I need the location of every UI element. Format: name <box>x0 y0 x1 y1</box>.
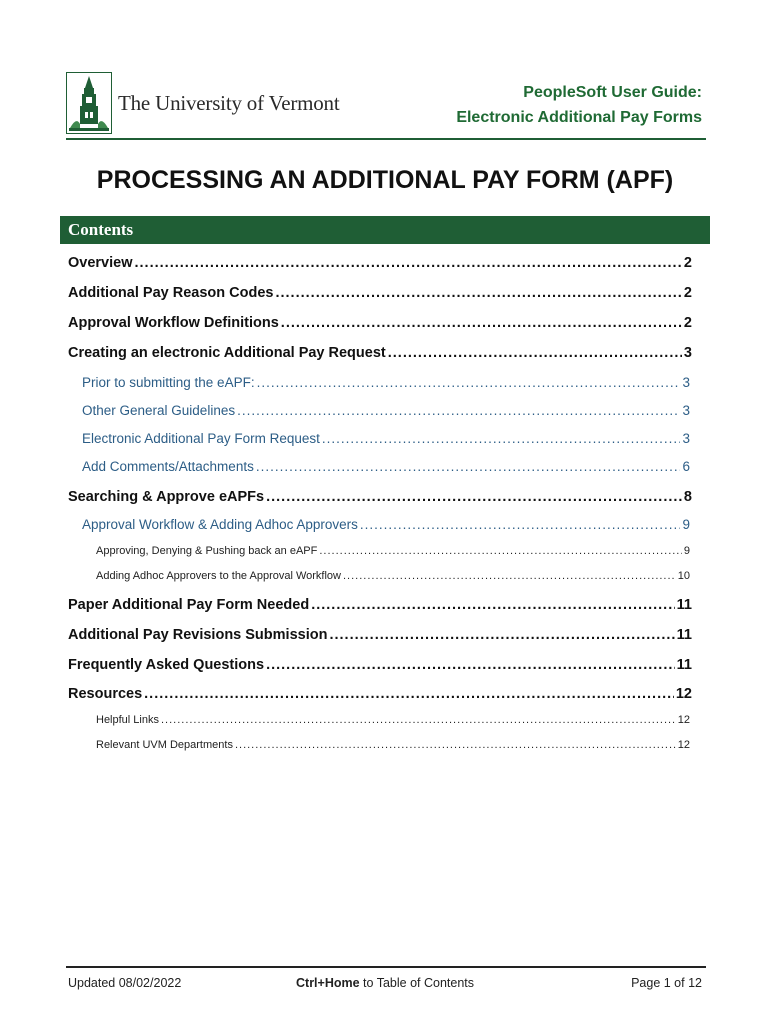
guide-title-line1: PeopleSoft User Guide: <box>523 84 702 101</box>
toc-entry[interactable] <box>68 489 692 505</box>
toc-entry-label: Other General Guidelines <box>82 403 236 418</box>
toc-entry[interactable] <box>68 255 692 271</box>
toc-entry[interactable] <box>68 315 692 331</box>
toc-entry-label: Paper Additional Pay Form Needed <box>68 597 310 613</box>
toc-entry-page: 3 <box>683 345 692 361</box>
guide-title-line2: Electronic Additional Pay Forms <box>456 109 702 126</box>
contents-heading: Contents <box>60 216 710 244</box>
toc-entry-label: Additional Pay Revisions Submission <box>68 627 328 643</box>
toc-entry[interactable] <box>96 570 690 582</box>
updated-date: Updated 08/02/2022 <box>68 976 182 990</box>
toc-leader-dots <box>257 375 681 390</box>
toc-entry-label: Frequently Asked Questions <box>68 657 265 673</box>
toc-leader-dots <box>235 739 676 751</box>
toc-entry-page: 2 <box>683 285 692 301</box>
toc-leader-dots <box>360 517 681 532</box>
header-divider <box>66 138 706 140</box>
toc-leader-dots <box>329 627 674 643</box>
toc-entry-page: 9 <box>682 517 690 532</box>
toc-entry-page: 6 <box>682 459 690 474</box>
toc-entry-page: 8 <box>683 489 692 505</box>
toc-entry[interactable] <box>68 345 692 361</box>
toc-entry-label: Approval Workflow & Adding Adhoc Approvers <box>82 517 358 532</box>
toc-entry-page: 2 <box>683 255 692 271</box>
toc-entry[interactable] <box>96 545 690 557</box>
page-number: Page 1 of 12 <box>631 976 702 990</box>
toc-entry[interactable] <box>82 403 690 418</box>
toc-entry[interactable] <box>68 627 692 643</box>
toc-entry[interactable] <box>68 657 692 673</box>
toc-entry-label: Resources <box>68 686 143 702</box>
toc-entry-label: Additional Pay Reason Codes <box>68 285 274 301</box>
toc-entry-label: Prior to submitting the eAPF: <box>82 375 255 390</box>
shortcut-key: Ctrl+Home <box>296 976 360 990</box>
toc-entry[interactable] <box>96 739 690 751</box>
toc-entry-label: Relevant UVM Departments <box>96 739 233 751</box>
toc-entry-page: 3 <box>682 403 690 418</box>
toc-leader-dots <box>343 570 676 582</box>
toc-entry-label: Overview <box>68 255 133 271</box>
toc-entry-page: 12 <box>677 714 690 726</box>
toc-entry[interactable] <box>82 459 690 474</box>
toc-leader-dots <box>319 545 682 557</box>
toc-entry[interactable] <box>82 517 690 532</box>
toc-entry-label: Electronic Additional Pay Form Request <box>82 431 320 446</box>
toc-entry-label: Adding Adhoc Approvers to the Approval Workflow <box>96 570 341 582</box>
toc-entry-page: 2 <box>683 315 692 331</box>
toc-entry-label: Creating an electronic Additional Pay Request <box>68 345 386 361</box>
toc-leader-dots <box>311 597 674 613</box>
toc-entry-page: 10 <box>677 570 690 582</box>
toc-entry-label: Add Comments/Attachments <box>82 459 254 474</box>
toc-entry-label: Helpful Links <box>96 714 159 726</box>
toc-entry-page: 9 <box>683 545 690 557</box>
uvm-logo <box>66 72 340 134</box>
toc-leader-dots <box>266 489 682 505</box>
toc-entry[interactable] <box>68 597 692 613</box>
toc-entry[interactable] <box>96 714 690 726</box>
bell-tower-icon <box>66 72 112 134</box>
university-name: The University of Vermont <box>118 90 340 115</box>
page-title: PROCESSING AN ADDITIONAL PAY FORM (APF) <box>96 166 674 194</box>
toc-leader-dots <box>275 285 681 301</box>
toc-entry-page: 3 <box>682 431 690 446</box>
toc-entry-label: Approval Workflow Definitions <box>68 315 279 331</box>
toc-leader-dots <box>144 686 674 702</box>
toc-entry-page: 3 <box>682 375 690 390</box>
toc-entry[interactable] <box>68 285 692 301</box>
toc-entry-page: 12 <box>675 686 692 702</box>
toc-entry-page: 12 <box>677 739 690 751</box>
toc-entry[interactable] <box>82 431 690 446</box>
toc-leader-dots <box>237 403 680 418</box>
toc-leader-dots <box>161 714 676 726</box>
toc-entry-page: 11 <box>676 597 692 613</box>
footer-divider <box>66 966 706 968</box>
toc-leader-dots <box>388 345 682 361</box>
toc-entry[interactable] <box>68 686 692 702</box>
shortcut-text: to Table of Contents <box>359 976 474 990</box>
toc-leader-dots <box>322 431 681 446</box>
toc-entry[interactable] <box>82 375 690 390</box>
toc-entry-page: 11 <box>676 627 692 643</box>
toc-entry-label: Searching & Approve eAPFs <box>68 489 265 505</box>
toc-leader-dots <box>266 657 675 673</box>
toc-leader-dots <box>281 315 682 331</box>
toc-leader-dots <box>256 459 681 474</box>
toc-leader-dots <box>135 255 682 271</box>
guide-title <box>456 80 702 130</box>
toc-entry-label: Approving, Denying & Pushing back an eAPF <box>96 545 318 557</box>
toc-entry-page: 11 <box>676 657 692 673</box>
